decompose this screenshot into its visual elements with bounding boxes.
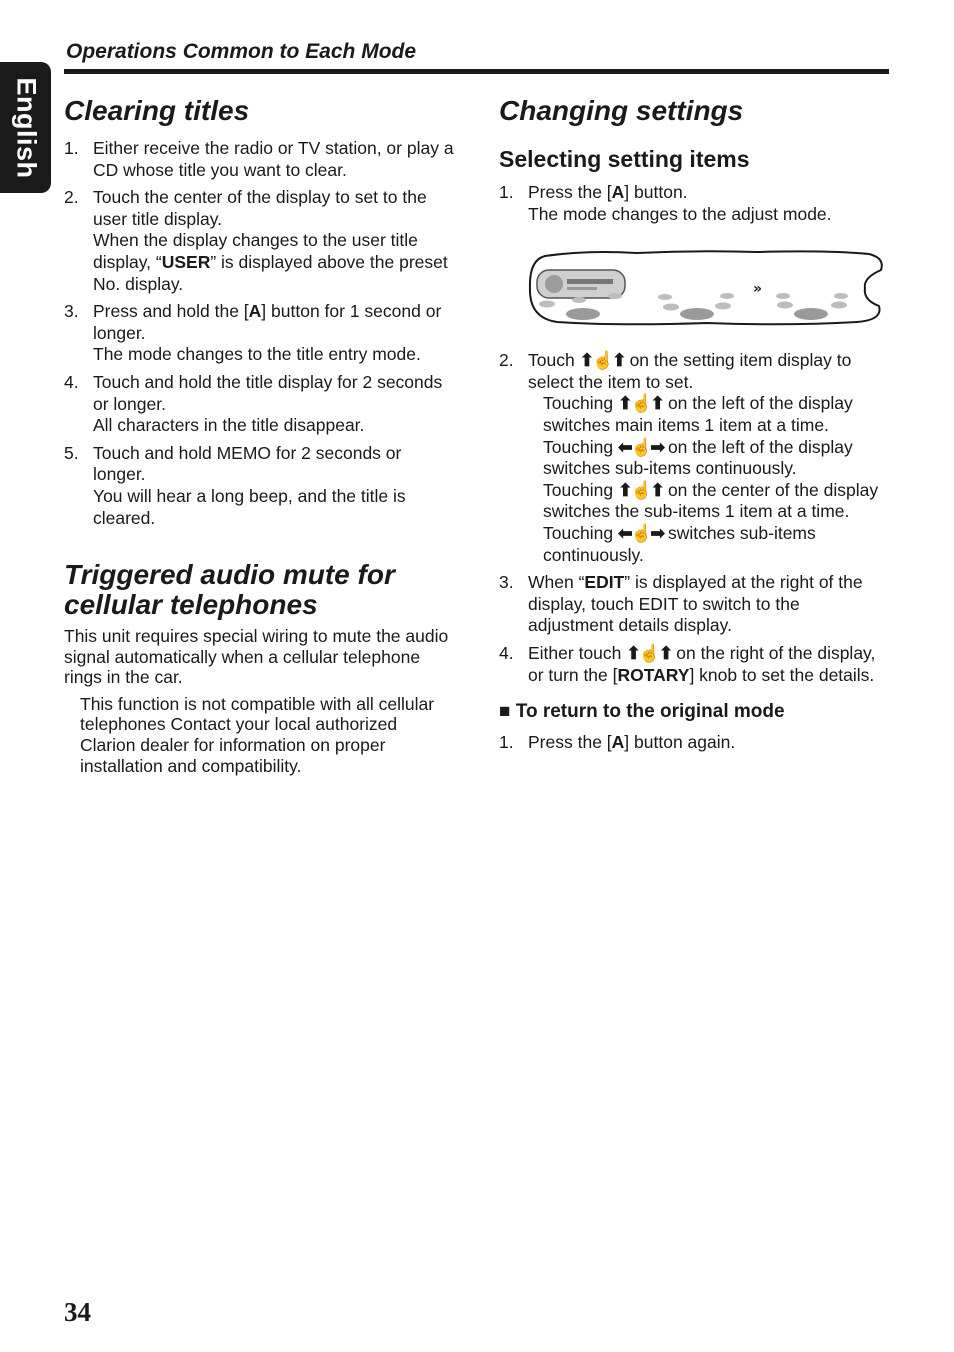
list-item: 4. Touch and hold the title display for 2 seconds or longer. All characters in the title disappear. [64, 371, 443, 436]
section-header: Operations Common to Each Mode [66, 40, 417, 63]
square-bullet-icon: ■ [499, 701, 511, 723]
button-dot [776, 293, 790, 299]
button-oval [794, 308, 828, 320]
audio-mute-body: This unit requires special wiring to mute the audio signal automatically when a cellular telephone rings in the car. [64, 626, 449, 688]
right-column [499, 96, 889, 754]
button-dot [572, 297, 586, 303]
updown-touch-icon: ⬆☝⬆ [579, 350, 625, 371]
updown-touch-icon: ⬆☝⬆ [626, 642, 672, 663]
language-tab [0, 62, 51, 193]
left-column [64, 96, 456, 776]
list-item: 1. Press the [A] button again. [499, 732, 736, 753]
double-chevron-icon: » [753, 281, 763, 297]
button-dot [658, 294, 672, 300]
list-item: 3. When “EDIT” is displayed at the right of the display, touch EDIT to switch to the adjustment details display. [499, 572, 863, 636]
clearing-steps-list [64, 138, 456, 529]
button-dot [834, 293, 848, 299]
audio-mute-heading: Triggered audio mute for cellular telephones [64, 559, 395, 621]
disc-icon [545, 275, 563, 293]
list-item: 5. Touch and hold MEMO for 2 seconds or longer. You will hear a long beep, and the title is cleared. [64, 442, 406, 528]
updown-touch-icon: ⬆☝⬆ [617, 479, 664, 500]
list-item: 1. Either receive the radio or TV station, or play a CD whose title you want to clear. [64, 138, 454, 180]
selecting-items-heading: Selecting setting items [499, 146, 750, 172]
button-dot [539, 301, 555, 308]
display-text-block [567, 279, 613, 284]
list-item: 2. Touch the center of the display to set to the user title display. When the display changes to the user title display, “USER” is displayed above the preset No. display. [64, 187, 448, 294]
button-oval [566, 308, 600, 320]
list-item: 3. Press and hold the [A] button for 1 second or longer. The mode changes to the title entry mode. [64, 301, 442, 365]
selecting-steps-list-2 [499, 350, 889, 686]
changing-settings-heading: Changing settings [499, 95, 744, 126]
button-dot [720, 293, 734, 299]
language-tab-label: English [11, 76, 41, 179]
header-rule [64, 69, 889, 74]
button-dot [715, 303, 731, 310]
button-dot [831, 302, 847, 309]
leftright-touch-icon: ⬅☝➡ [617, 436, 664, 457]
list-item: 4. Either touch ⬆☝⬆ on the right of the display, or turn the [ROTARY] knob to set the details. [499, 642, 876, 685]
audio-mute-note: This function is not compatible with all cellular telephones Contact your local authorized Clarion dealer for information on proper installation and compatibility. [80, 693, 435, 776]
list-item: 1. Press the [A] button. The mode changes to the adjust mode. [499, 182, 832, 224]
return-steps-list [499, 732, 889, 754]
button-dot [663, 304, 679, 311]
display-illustration [527, 248, 887, 326]
button-oval [680, 308, 714, 320]
button-dot [608, 293, 622, 299]
button-dot [777, 302, 793, 309]
page-number: 34 [64, 1297, 91, 1327]
leftright-touch-icon: ⬅☝➡ [617, 522, 664, 543]
updown-touch-icon: ⬆☝⬆ [617, 393, 664, 414]
return-heading: ■ To return to the original mode [499, 701, 785, 723]
display-text-block [567, 287, 597, 290]
selecting-steps-list [499, 182, 889, 225]
list-item: 2. Touch ⬆☝⬆ on the setting item display to select the item to set. Touching ⬆☝⬆ on the left of the display switches main items 1 item at a time. Touching ⬅☝➡ on the left of the display switches sub-items continuously. Touching ⬆☝⬆ on the center of the display switches the sub-items 1 item at a time. Touching ⬅☝➡ switches sub-items continuously. [499, 350, 879, 565]
clearing-titles-heading: Clearing titles [64, 95, 250, 126]
